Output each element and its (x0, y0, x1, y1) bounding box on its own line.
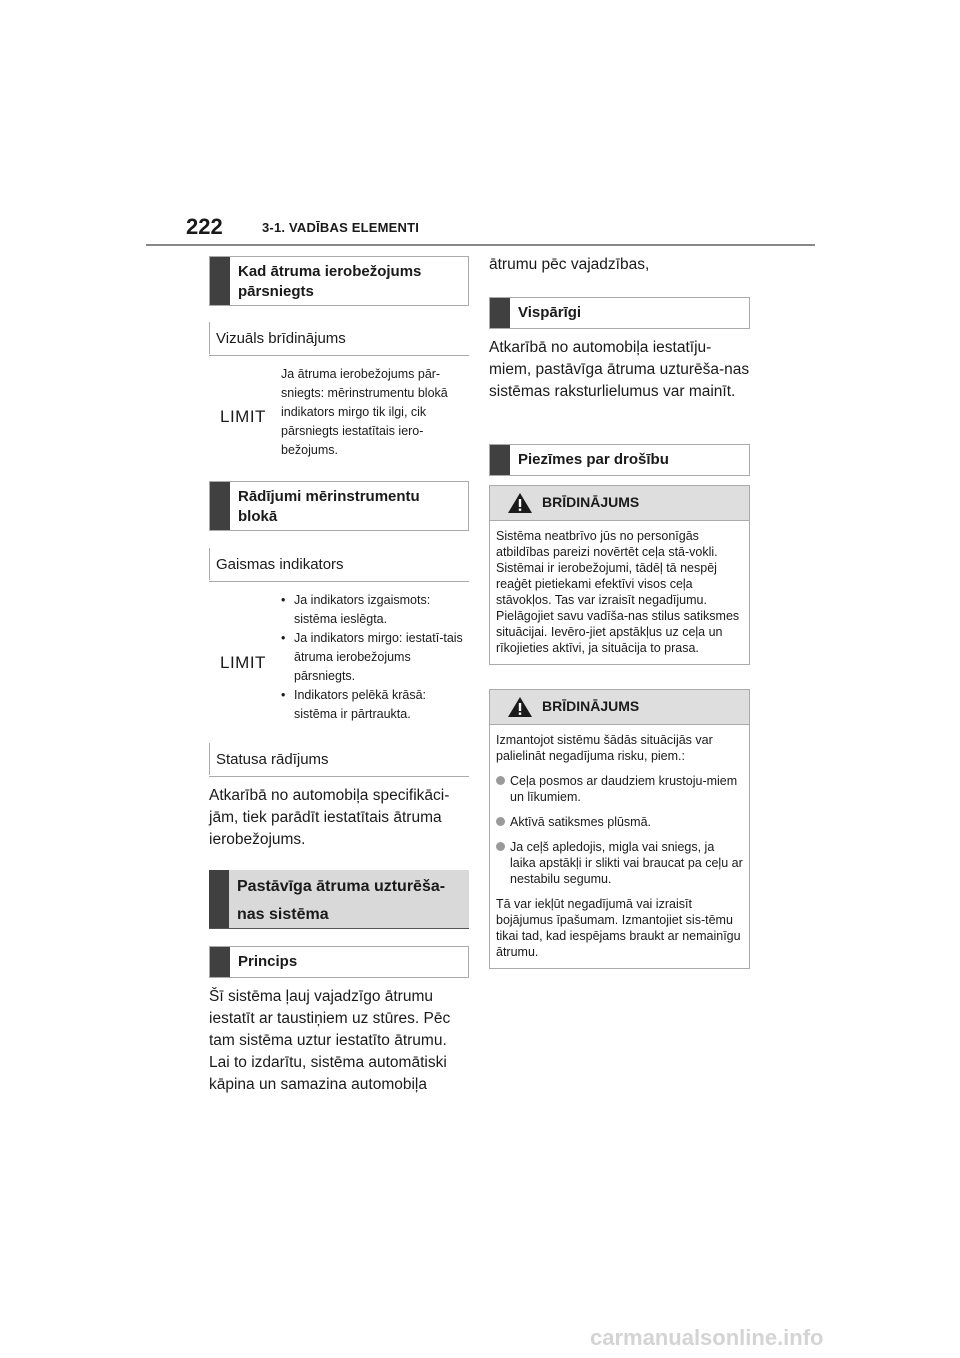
heading-text: Rādījumi mērinstrumentu blokā (238, 488, 420, 525)
indicator-list (281, 591, 469, 724)
warning-title: BRĪDINĀJUMS (542, 698, 640, 714)
section-heading (209, 870, 469, 928)
list-item-text: Ja ceļš apledojis, migla vai sniegs, ja laika apstākļi ir slikti vai braucat pa ceļu ar nestabilu segumu. (510, 840, 743, 886)
heading-bar (210, 482, 230, 530)
heading-box-indications (209, 481, 469, 531)
warning-header (490, 486, 749, 521)
warning-box-1 (489, 485, 750, 665)
heading-bar (210, 947, 230, 977)
heading-bar (210, 257, 230, 305)
page-number: 222 (186, 214, 223, 239)
principle-paragraph: Šī sistēma ļauj vajadzīgo ātrumu iestatīt ar taustiņiem uz stūres. Pēc tam sistēma uztur iestatīto ātrumu. Lai to izdarītu, sistēma automātiski kāpina un samazina automobiļa (209, 988, 451, 1093)
bullet-dot-icon (496, 842, 505, 851)
heading-text: Piezīmes par drošību (518, 451, 669, 468)
warning-header (490, 690, 749, 725)
list-item-text: Aktīvā satiksmes plūsmā. (510, 815, 652, 829)
sub-rule (209, 776, 469, 777)
sub-heading-status: Statusa rādījums (216, 751, 329, 768)
warning-triangle-icon (507, 696, 533, 718)
general-paragraph: Atkarībā no automobiļa iestatīju-miem, pastāvīga ātruma uzturēša-nas sistēmas raksturlielumus var mainīt. (489, 339, 750, 400)
list-item-text: Ceļa posmos ar daudziem krustoju-miem un līkumiem. (510, 774, 738, 804)
warning-intro: Izmantojot sistēmu šādās situācijās var palielināt negadījuma risku, piem.: (496, 733, 713, 763)
heading-text: Princips (238, 953, 298, 970)
warning-body (490, 725, 749, 968)
heading-text: Vispārīgi (518, 304, 582, 321)
limit-indicator: LIMIT (220, 653, 266, 672)
list-item: • Ja indikators mirgo: iestatī-tais ātruma ierobežojums pārsniegts. (281, 629, 469, 686)
list-item (496, 814, 743, 830)
heading-text: Kad ātruma ierobežojums pārsniegts (238, 263, 422, 300)
watermark: carmanualsonline.info (590, 1325, 824, 1350)
list-item: • Indikators pelēkā krāsā: sistēma ir pārtraukta. (281, 686, 469, 724)
sub-divider (209, 743, 210, 775)
list-item: • Ja indikators izgaismots: sistēma ieslēgta. (281, 591, 469, 629)
heading-box-general (489, 297, 750, 329)
sub-heading-visual: Vizuāls brīdinājums (216, 330, 346, 347)
chapter-title: 3-1. VADĪBAS ELEMENTI (262, 220, 420, 235)
warning-box-2 (489, 689, 750, 969)
heading-bar (490, 445, 510, 475)
sub-rule (209, 581, 469, 582)
heading-bar (490, 298, 510, 328)
heading-bar (209, 870, 229, 928)
visual-warning-text: Ja ātruma ierobežojums pār-sniegts: mērinstrumentu blokā indikators mirgo tik ilgi, cik pārsniegts iestatītais iero-bežojums. (281, 367, 448, 457)
bullet-dot-icon (496, 817, 505, 826)
heading-box-exceeded (209, 256, 469, 306)
warning-title: BRĪDINĀJUMS (542, 494, 640, 510)
section-title: Pastāvīga ātruma uzturēša-nas sistēma (237, 878, 446, 923)
warning-outro: Tā var iekļūt negadījumā vai izraisīt bojājumus īpašumam. Izmantojiet sis-tēmu tikai tad, kad iespējams braukt ar nemainīgu ātrumu. (496, 897, 741, 959)
continued-paragraph: ātrumu pēc vajadzības, (489, 256, 650, 273)
list-item (496, 839, 743, 887)
sub-heading-light: Gaismas indikators (216, 556, 344, 573)
status-paragraph: Atkarībā no automobiļa specifikāci-jām, tiek parādīt iestatītais ātruma ierobežojums. (209, 787, 450, 848)
warning-text: Sistēma neatbrīvo jūs no personīgās atbildības pareizi novērtēt ceļa stā-vokli. Sistēmai ir ierobežojumi, tādēļ tā nespēj reaģēt pietiekami efektīvi visos ceļa stāvokļos. Tas var izraisīt negadījumu. Pielāgojiet savu vadīša-nas stilus satiksmes situācijai. Ievēro-jiet apstākļus uz ceļa un rīkojieties aktīvi, ja situācija to prasa. (496, 529, 740, 655)
warning-triangle-icon (507, 492, 533, 514)
header-rule (146, 244, 815, 246)
sub-divider (209, 548, 210, 580)
heading-box-safety (489, 444, 750, 476)
warning-body (490, 521, 749, 664)
list-item (496, 773, 743, 805)
limit-indicator: LIMIT (220, 407, 266, 426)
section-rule (209, 928, 469, 929)
sub-rule (209, 355, 469, 356)
sub-divider (209, 322, 210, 354)
bullet-dot-icon (496, 776, 505, 785)
heading-box-principle (209, 946, 469, 978)
